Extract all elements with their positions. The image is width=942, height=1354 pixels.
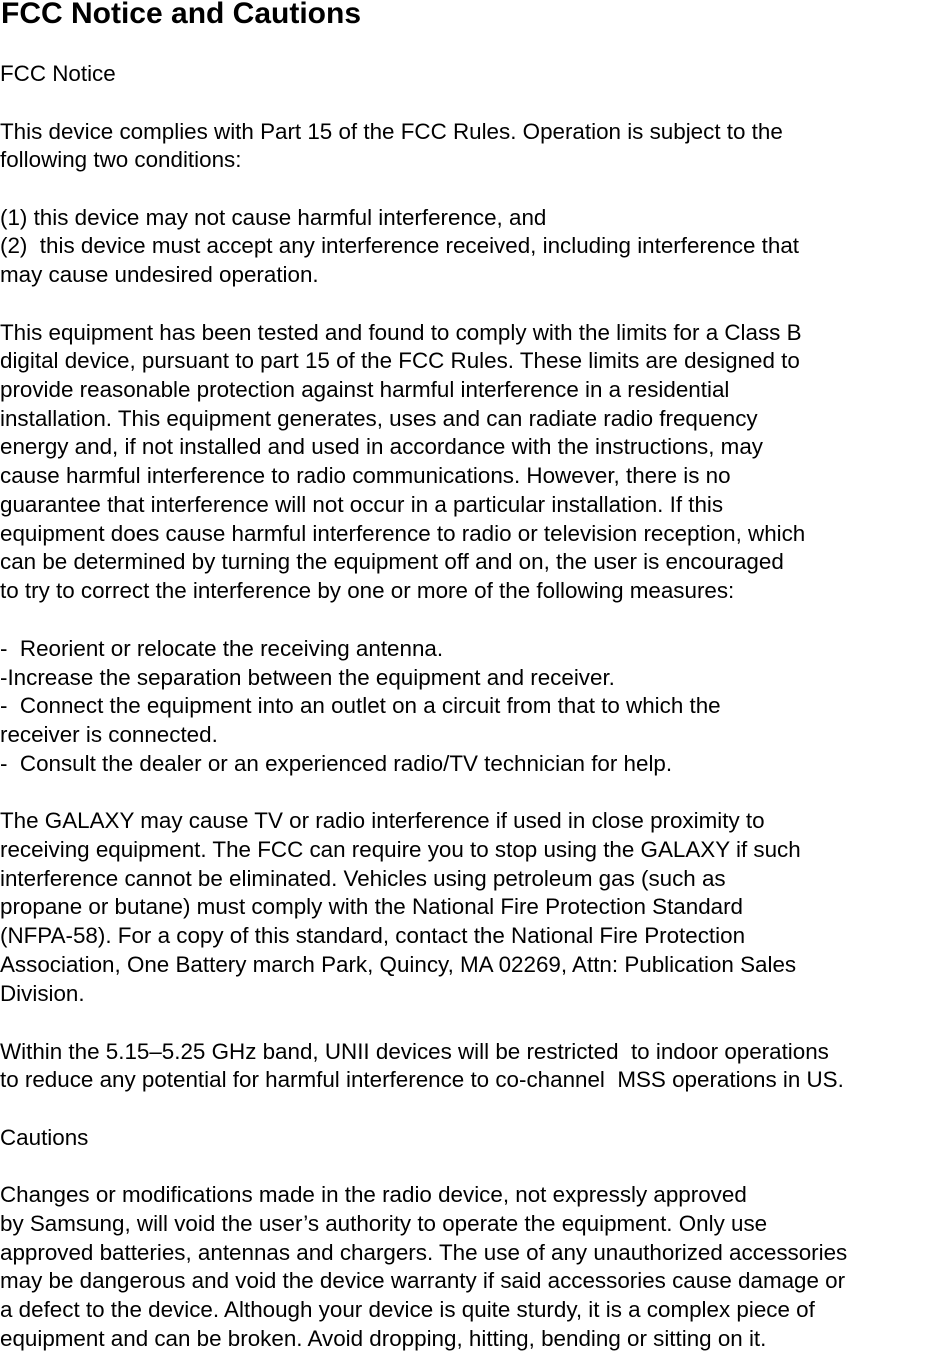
condition-item: (1) this device may not cause harmful interference, and: [0, 205, 547, 230]
text-line: to reduce any potential for harmful interference to co-channel MSS operations in US.: [0, 1067, 844, 1092]
measure-item: - Connect the equipment into an outlet on a circuit from that to which the: [0, 693, 721, 718]
text-line: Changes or modifications made in the radio device, not expressly approved: [0, 1182, 747, 1207]
text-line: propane or butane) must comply with the National Fire Protection Standard: [0, 894, 744, 919]
text-line: (NFPA-58). For a copy of this standard, contact the National Fire Protection: [0, 923, 746, 948]
text-line: Within the 5.15–5.25 GHz band, UNII devices will be restricted to indoor operations: [0, 1039, 829, 1064]
text-line: receiver is connected.: [0, 722, 218, 747]
text-line: equipment does cause harmful interference to radio or television reception, which: [0, 521, 806, 546]
text-line: to try to correct the interference by one or more of the following measures:: [0, 578, 735, 603]
text-line: guarantee that interference will not occur in a particular installation. If this: [0, 492, 724, 517]
measure-item: -Increase the separation between the equipment and receiver.: [0, 665, 615, 690]
page-title: FCC Notice and Cautions: [1, 0, 362, 30]
text-line: can be determined by turning the equipment off and on, the user is encouraged: [0, 549, 784, 574]
text-line: This device complies with Part 15 of the FCC Rules. Operation is subject to the: [0, 119, 783, 144]
text-line: a defect to the device. Although your device is quite sturdy, it is a complex piece of: [0, 1297, 815, 1322]
text-line: digital device, pursuant to part 15 of the FCC Rules. These limits are designed to: [0, 348, 800, 373]
text-line: cause harmful interference to radio communications. However, there is no: [0, 463, 731, 488]
text-line: This equipment has been tested and found to comply with the limits for a Class B: [0, 320, 802, 345]
text-line: may cause undesired operation.: [0, 262, 319, 287]
text-line: receiving equipment. The FCC can require you to stop using the GALAXY if such: [0, 837, 801, 862]
measure-item: - Reorient or relocate the receiving antenna.: [0, 636, 444, 661]
text-line: The GALAXY may cause TV or radio interference if used in close proximity to: [0, 808, 765, 833]
text-line: Association, One Battery march Park, Quincy, MA 02269, Attn: Publication Sales: [0, 952, 797, 977]
text-line: approved batteries, antennas and chargers. The use of any unauthorized accessories: [0, 1240, 848, 1265]
section-heading-fcc-notice: FCC Notice: [0, 61, 116, 86]
text-line: equipment and can be broken. Avoid dropping, hitting, bending or sitting on it.: [0, 1326, 767, 1351]
text-line: by Samsung, will void the user’s authority to operate the equipment. Only use: [0, 1211, 768, 1236]
text-line: energy and, if not installed and used in accordance with the instructions, may: [0, 434, 763, 459]
measure-item: - Consult the dealer or an experienced radio/TV technician for help.: [0, 751, 673, 776]
text-line: Division.: [0, 981, 85, 1006]
text-line: may be dangerous and void the device warranty if said accessories cause damage or: [0, 1268, 846, 1293]
text-line: installation. This equipment generates, uses and can radiate radio frequency: [0, 406, 758, 431]
section-heading-cautions: Cautions: [0, 1125, 89, 1150]
condition-item: (2) this device must accept any interference received, including interference that: [0, 233, 800, 258]
text-line: interference cannot be eliminated. Vehicles using petroleum gas (such as: [0, 866, 726, 891]
text-line: following two conditions:: [0, 147, 242, 172]
text-line: provide reasonable protection against harmful interference in a residential: [0, 377, 730, 402]
